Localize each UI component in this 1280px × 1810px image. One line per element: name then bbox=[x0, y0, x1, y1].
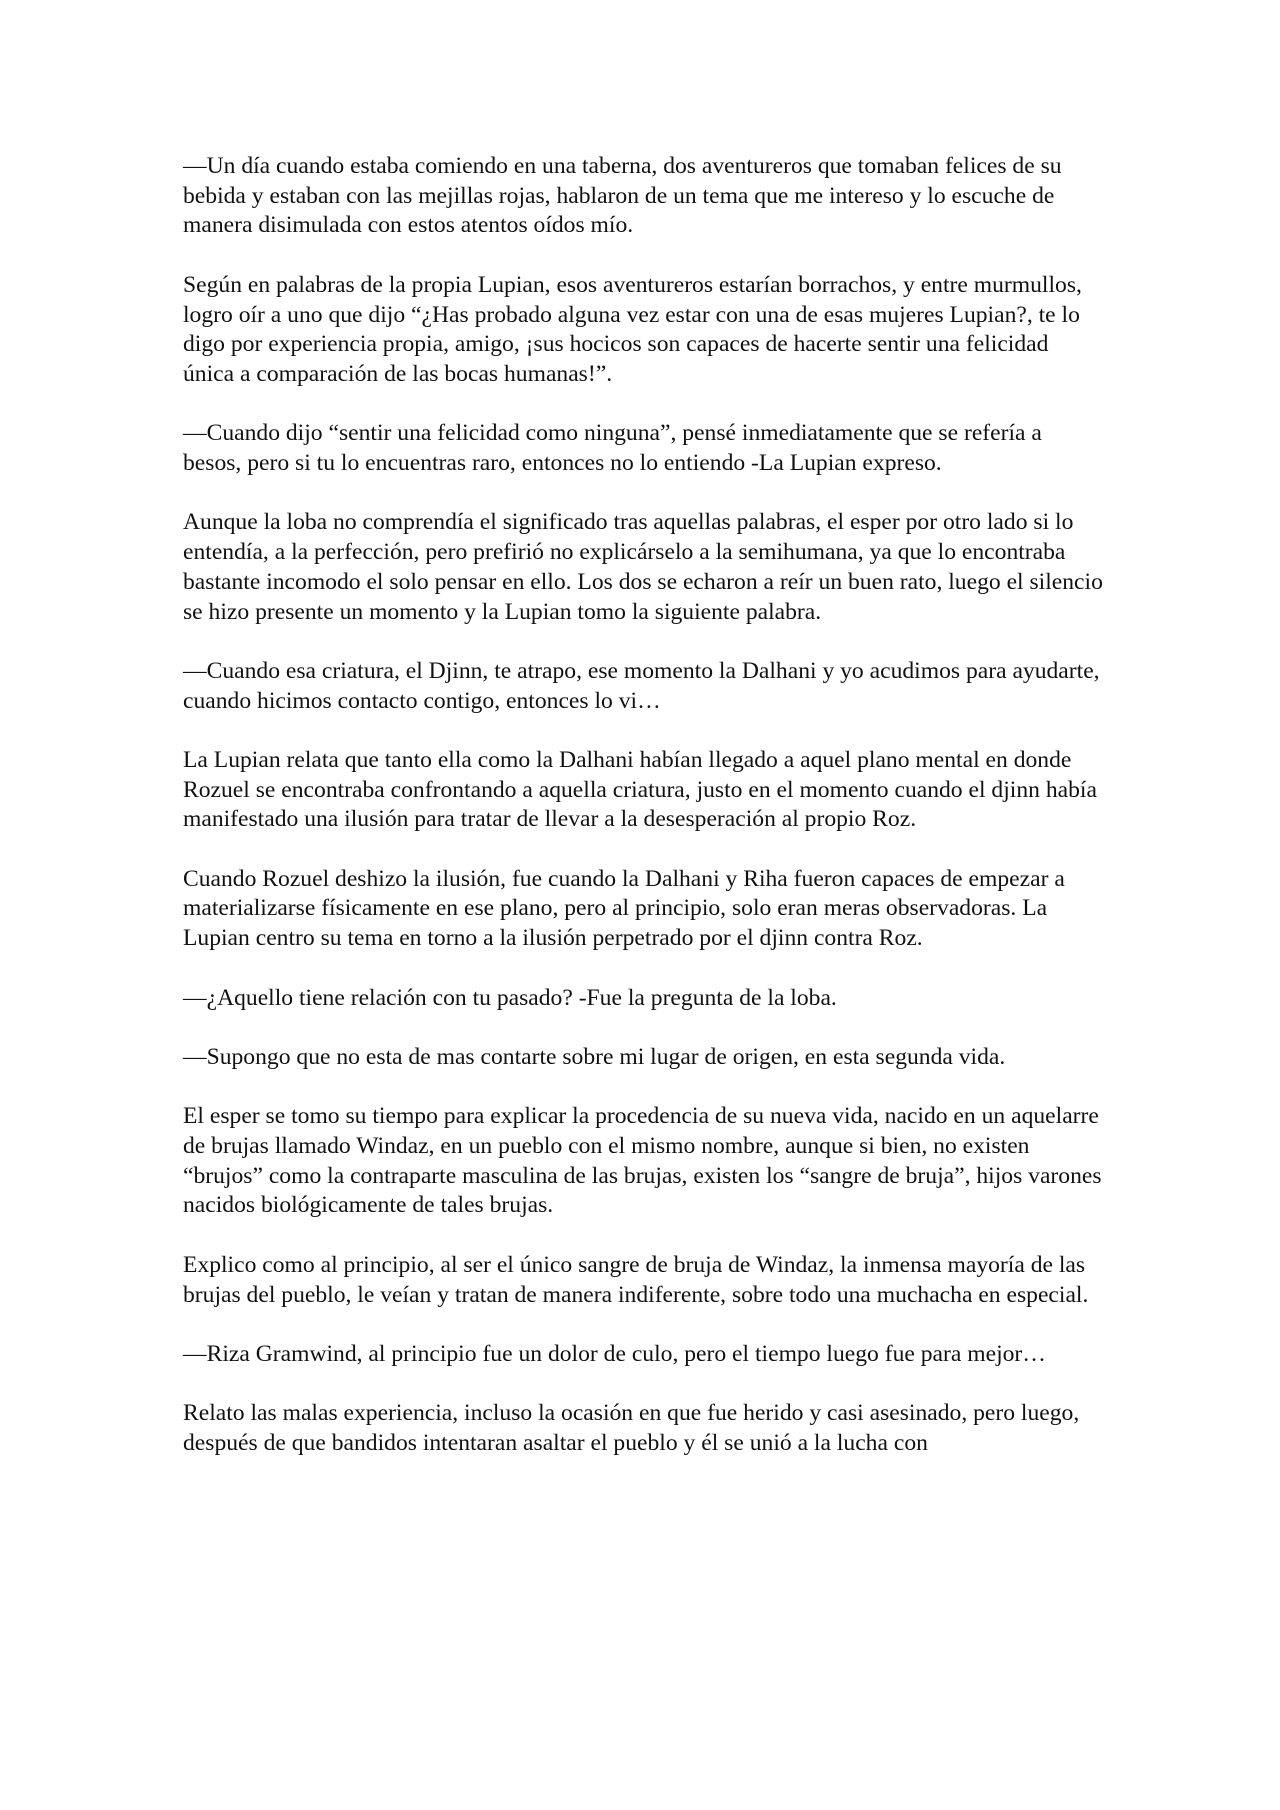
paragraph: Cuando Rozuel deshizo la ilusión, fue cuando la Dalhani y Riha fueron capaces de empezar a materializarse físicamente en ese plano, pero al principio, solo eran meras observadoras. La Lupian centro su tema en torno a la ilusión perpetrado por el djinn contra Roz. bbox=[183, 865, 1065, 952]
paragraph: —Riza Gramwind, al principio fue un dolor de culo, pero el tiempo luego fue para mejor… bbox=[183, 1340, 1046, 1367]
paragraph: El esper se tomo su tiempo para explicar la procedencia de su nueva vida, nacido en un aquelarre de brujas llamado Windaz, en un pueblo con el mismo nombre, aunque si bien, no existen “brujos” como la contraparte masculina de las brujas, existen los “sangre de bruja”, hijos varones nacidos biológicamente de tales brujas. bbox=[183, 1103, 1102, 1219]
paragraph: Explico como al principio, al ser el único sangre de bruja de Windaz, la inmensa mayoría de las brujas del pueblo, le veían y tratan de manera indiferente, sobre todo una muchacha en especial. bbox=[183, 1251, 1089, 1308]
paragraph: —Cuando dijo “sentir una felicidad como ninguna”, pensé inmediatamente que se refería a besos, pero si tu lo encuentras raro, entonces no lo entiendo -La Lupian expreso. bbox=[183, 420, 1042, 476]
paragraph: —¿Aquello tiene relación con tu pasado? -Fue la pregunta de la loba. bbox=[183, 984, 837, 1011]
paragraph: Relato las malas experiencia, incluso la ocasión en que fue herido y casi asesinado, pero luego, después de que bandidos intentaran asaltar el pueblo y él se unió a la lucha con bbox=[183, 1400, 1080, 1457]
paragraph: La Lupian relata que tanto ella como la Dalhani habían llegado a aquel plano mental en donde Rozuel se encontraba confrontando a aquella criatura, justo en el momento cuando el djinn había manifestado una ilusión para tratar de llevar a la desesperación al propio Roz. bbox=[183, 746, 1097, 833]
paragraph: —Supongo que no esta de mas contarte sobre mi lugar de origen, en esta segunda vida. bbox=[183, 1043, 1006, 1070]
paragraph: Según en palabras de la propia Lupian, esos aventureros estarían borrachos, y entre murmullos, logro oír a uno que dijo “¿Has probado alguna vez estar con una de esas mujeres Lupian?, te lo digo por experiencia propia, amigo, ¡sus hocicos son capaces de hacerte sentir una felicidad única a comparación de las bocas humanas!”. bbox=[183, 271, 1082, 387]
paragraph: Aunque la loba no comprendía el significado tras aquellas palabras, el esper por otro lado si lo entendía, a la perfección, pero prefirió no explicárselo a la semihumana, ya que lo encontraba bastante incomodo el solo pensar en ello. Los dos se echaron a reír un buen rato, luego el silencio se hizo presente un momento y la Lupian tomo la siguiente palabra. bbox=[183, 509, 1103, 625]
paragraph: —Cuando esa criatura, el Djinn, te atrapo, ese momento la Dalhani y yo acudimos para ayudarte, cuando hicimos contacto contigo, entonces lo vi… bbox=[183, 657, 1100, 714]
paragraph: —Un día cuando estaba comiendo en una taberna, dos aventureros que tomaban felices de su bebida y estaban con las mejillas rojas, hablaron de un tema que me intereso y lo escuche de manera disimulada con estos atentos oídos mío. bbox=[183, 153, 1062, 239]
document-body bbox=[183, 152, 1103, 1488]
